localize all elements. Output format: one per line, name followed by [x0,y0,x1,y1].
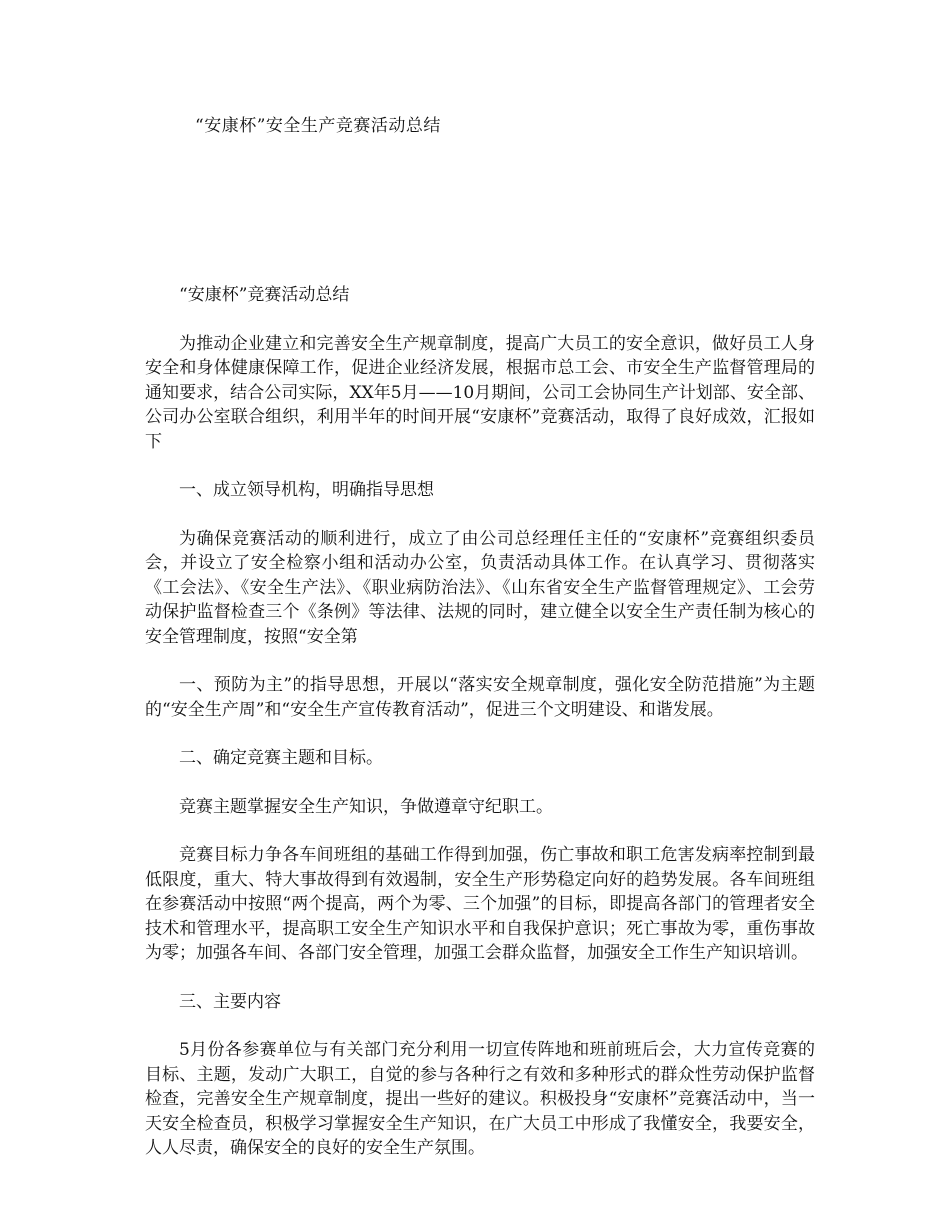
paragraph-main-content: 5月份各参赛单位与有关部门充分利用一切宣传阵地和班前班后会，大力宣传竞赛的目标、主题，发动广大职工，自觉的参与各种行之有效和多种形式的群众性劳动保护监督检查，完善安全生产规章制度，提出一些好的建议。积极投身“安康杯”竞赛活动中，当一天安全检查员，积极学习掌握安全生产知识，在广大员工中形成了我懂安全，我要安全，人人尽责，确保安全的良好的安全生产氛围。 [145,1040,815,1158]
heading-section-2: 二、确定竞赛主题和目标。 [179,748,383,768]
paragraph-theme: 竞赛主题掌握安全生产知识，争做遵章守纪职工。 [179,796,553,817]
paragraph-organization: 为确保竞赛活动的顺利进行，成立了由公司总经理任主任的“安康杯”竞赛组织委员会，并设立了安全检察小组和活动办公室，负责活动具体工作。在认真学习、贯彻落实《工会法》、《安全生产法》、《职业病防治法》、《山东省安全生产监督管理规定》、工会劳动保护监督检查三个《条例》等法律、法规的同时，建立健全以安全生产责任制为核心的安全管理制度，按照“安全第 [145,528,815,647]
paragraph-goals: 竞赛目标力争各车间班组的基础工作得到加强，伤亡事故和职工危害发病率控制到最低限度，重大、特大事故得到有效遏制，安全生产形势稳定向好的趋势发展。各车间班组在参赛活动中按照“两个提高，两个为零、三个加强”的目标，即提高各部门的管理者安全技术和管理水平，提高职工安全生产知识水平和自我保护意识；死亡事故为零，重伤事故为零；加强各车间、各部门安全管理，加强工会群众监督，加强安全工作生产知识培训。 [145,845,815,963]
paragraph-intro: 为推动企业建立和完善安全生产规章制度，提高广大员工的安全意识，做好员工人身安全和身体健康保障工作，促进企业经济发展，根据市总工会、市安全生产监督管理局的通知要求，结合公司实际，XX年5月——10月期间，公司工会协同生产计划部、安全部、公司办公室联合组织，利用半年的时间开展“安康杯”竞赛活动，取得了良好成效，汇报如下 [145,333,815,452]
document-body [145,283,815,1161]
heading-section-3: 三、主要内容 [179,991,281,1012]
heading-section-1: 一、成立领导机构，明确指导思想 [179,480,434,500]
document-title: “安康杯”安全生产竞赛活动总结 [195,116,441,136]
paragraph-guiding-principle: 一、预防为主”的指导思想，开展以“落实安全规章制度，强化安全防范措施”为主题的“安全生产周”和“安全生产宣传教育活动”，促进三个文明建设、和谐发展。 [145,675,815,720]
section-subtitle: “安康杯”竞赛活动总结 [179,285,350,305]
